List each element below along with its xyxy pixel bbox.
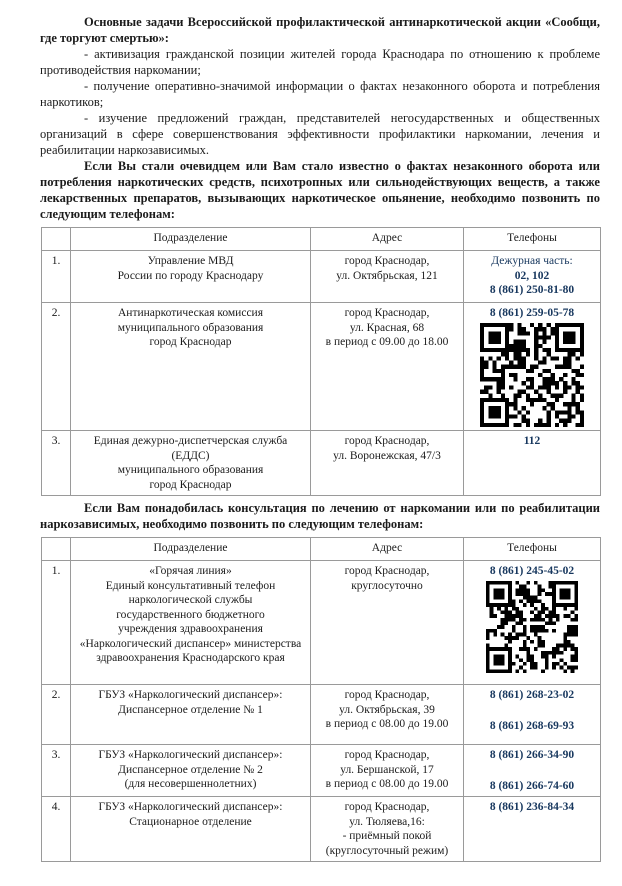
table-row bbox=[42, 303, 601, 431]
address-line: город Краснодар, bbox=[344, 565, 430, 577]
address-line: ул. Воронежская, 47/3 bbox=[333, 449, 441, 462]
phone-number: 8 (861) 259-05-78 bbox=[489, 307, 575, 319]
qr-code bbox=[468, 581, 596, 673]
division-line: учреждения здравоохранения bbox=[118, 623, 263, 635]
division-cell bbox=[71, 251, 311, 303]
row-number: 3. bbox=[42, 431, 71, 496]
division-cell bbox=[71, 561, 311, 685]
phones-cell bbox=[464, 745, 601, 797]
table-row bbox=[42, 685, 601, 745]
phones-cell bbox=[464, 251, 601, 303]
address-line: город Краснодар, bbox=[344, 689, 430, 701]
address-cell bbox=[311, 685, 464, 745]
division-line: Антинаркотическая комиссия bbox=[117, 307, 263, 319]
column-header-address: Адрес bbox=[311, 538, 464, 561]
row-number: 2. bbox=[42, 685, 71, 745]
division-line: Единый консультативный телефон bbox=[105, 579, 276, 592]
division-line: России по городу Краснодару bbox=[117, 269, 264, 282]
address-line: в период с 09.00 до 18.00 bbox=[325, 336, 449, 348]
contacts-table-treatment bbox=[41, 537, 601, 862]
table-row bbox=[42, 561, 601, 685]
division-line: ГБУЗ «Наркологический диспансер»: bbox=[98, 801, 283, 813]
phones-cell bbox=[464, 685, 601, 745]
phones-cell bbox=[464, 303, 601, 431]
division-line: ГБУЗ «Наркологический диспансер»: bbox=[98, 749, 283, 761]
division-line: «Горячая линия» bbox=[149, 565, 232, 577]
row-number: 2. bbox=[42, 303, 71, 431]
table-row bbox=[42, 745, 601, 797]
phone-number: 8 (861) 268-69-93 bbox=[489, 719, 575, 732]
division-line: город Краснодар bbox=[149, 336, 232, 348]
contacts-table-report-wrap bbox=[40, 227, 600, 496]
address-line: город Краснодар, bbox=[344, 749, 430, 761]
address-cell bbox=[311, 431, 464, 496]
division-line: муниципального образования bbox=[117, 321, 264, 334]
division-line: Управление МВД bbox=[147, 255, 234, 267]
phone-number: 02, 102 bbox=[514, 269, 550, 282]
division-line: Диспансерное отделение № 1 bbox=[118, 703, 263, 716]
division-cell bbox=[71, 303, 311, 431]
row-number: 1. bbox=[42, 251, 71, 303]
column-header-num bbox=[42, 228, 71, 251]
intro-heading: Основные задачи Всероссийской профилактической антинаркотической акции «Сообщи, где торгуют смертью»: bbox=[40, 15, 600, 45]
report-call-paragraph: Если Вы стали очевидцем или Вам стало известно о фактах незаконного оборота или потребления наркотических средств, психотропных или сильнодействующих веществ, а также лекарственных препаратов, вызывающих наркотическое опьянение, необходимо позвонить по следующим телефонам: bbox=[40, 159, 600, 221]
intro-bullet-2: - получение оперативно-значимой информации о фактах незаконного оборота и потребления наркотиков; bbox=[40, 79, 600, 109]
qr-code bbox=[468, 323, 596, 427]
phone-number: Дежурная часть: bbox=[491, 255, 573, 267]
address-line: - приёмный покой bbox=[342, 830, 432, 842]
table-row bbox=[42, 431, 601, 496]
address-cell bbox=[311, 745, 464, 797]
row-number: 3. bbox=[42, 745, 71, 797]
consult-call-paragraph: Если Вам понадобилась консультация по лечению от наркомании или по реабилитации наркозависимых, необходимо позвонить по следующим телефонам: bbox=[40, 501, 600, 531]
phone-number: 8 (861) 266-74-60 bbox=[489, 779, 575, 792]
address-line: ул. Тюляева,16: bbox=[349, 815, 425, 828]
address-line: в период с 08.00 до 19.00 bbox=[325, 778, 449, 790]
table-row bbox=[42, 797, 601, 862]
column-header-division: Подразделение bbox=[71, 538, 311, 561]
address-line: город Краснодар, bbox=[344, 801, 430, 813]
intro-bullet-1: - активизация гражданской позиции жителей города Краснодара по отношению к проблеме противодействия наркомании; bbox=[40, 47, 600, 77]
division-line: государственного бюджетного bbox=[116, 608, 265, 621]
division-line: наркологической службы bbox=[128, 594, 253, 606]
phones-cell bbox=[464, 561, 601, 685]
division-line: ГБУЗ «Наркологический диспансер»: bbox=[98, 689, 283, 701]
address-cell bbox=[311, 251, 464, 303]
address-line: город Краснодар, bbox=[344, 255, 430, 267]
phone-number: 8 (861) 266-34-90 bbox=[489, 749, 575, 761]
phones-cell bbox=[464, 431, 601, 496]
address-line: ул. Красная, 68 bbox=[349, 321, 425, 334]
column-header-division: Подразделение bbox=[71, 228, 311, 251]
table-row bbox=[42, 251, 601, 303]
address-cell bbox=[311, 561, 464, 685]
division-line: здравоохранения Краснодарского края bbox=[96, 652, 285, 664]
address-cell bbox=[311, 303, 464, 431]
phone-number: 8 (861) 268-23-02 bbox=[489, 689, 575, 701]
phones-cell bbox=[464, 797, 601, 862]
phone-number: 8 (861) 250-81-80 bbox=[489, 284, 575, 296]
division-line: Единая дежурно-диспетчерская служба bbox=[93, 435, 288, 447]
address-line: ул. Октябрьская, 39 bbox=[339, 703, 435, 716]
phone-number: 8 (861) 236-84-34 bbox=[489, 801, 575, 813]
column-header-phones: Телефоны bbox=[464, 538, 601, 561]
intro-bullet-3: - изучение предложений граждан, представителей негосударственных и общественных организаций в сфере совершенствования эффективности профилактики наркомании, лечения и реабилитации наркозависимых. bbox=[40, 111, 600, 157]
address-line: (круглосуточный режим) bbox=[325, 844, 449, 857]
division-line: город Краснодар bbox=[149, 478, 232, 491]
row-number: 1. bbox=[42, 561, 71, 685]
column-header-address: Адрес bbox=[311, 228, 464, 251]
contacts-table-treatment-wrap bbox=[40, 537, 600, 862]
division-cell bbox=[71, 745, 311, 797]
contacts-table-report bbox=[41, 227, 601, 496]
division-cell bbox=[71, 431, 311, 496]
address-line: город Краснодар, bbox=[344, 435, 430, 447]
row-number: 4. bbox=[42, 797, 71, 862]
column-header-num bbox=[42, 538, 71, 561]
division-line: (ЕДДС) bbox=[171, 449, 210, 462]
phone-number: 8 (861) 245-45-02 bbox=[489, 565, 575, 577]
division-line: «Наркологический диспансер» министерства bbox=[79, 637, 302, 650]
division-line: (для несовершеннолетних) bbox=[124, 778, 257, 790]
division-line: муниципального образования bbox=[117, 464, 264, 476]
phone-number: 112 bbox=[523, 435, 541, 447]
address-line: город Краснодар, bbox=[344, 307, 430, 319]
address-line: в период с 08.00 до 19.00 bbox=[325, 718, 449, 730]
address-line: ул. Бершанской, 17 bbox=[340, 763, 434, 776]
column-header-phones: Телефоны bbox=[464, 228, 601, 251]
division-cell bbox=[71, 685, 311, 745]
division-cell bbox=[71, 797, 311, 862]
address-line: круглосуточно bbox=[351, 579, 423, 592]
division-line: Диспансерное отделение № 2 bbox=[118, 763, 263, 776]
division-line: Стационарное отделение bbox=[129, 815, 252, 828]
address-line: ул. Октябрьская, 121 bbox=[336, 269, 438, 282]
address-cell bbox=[311, 797, 464, 862]
